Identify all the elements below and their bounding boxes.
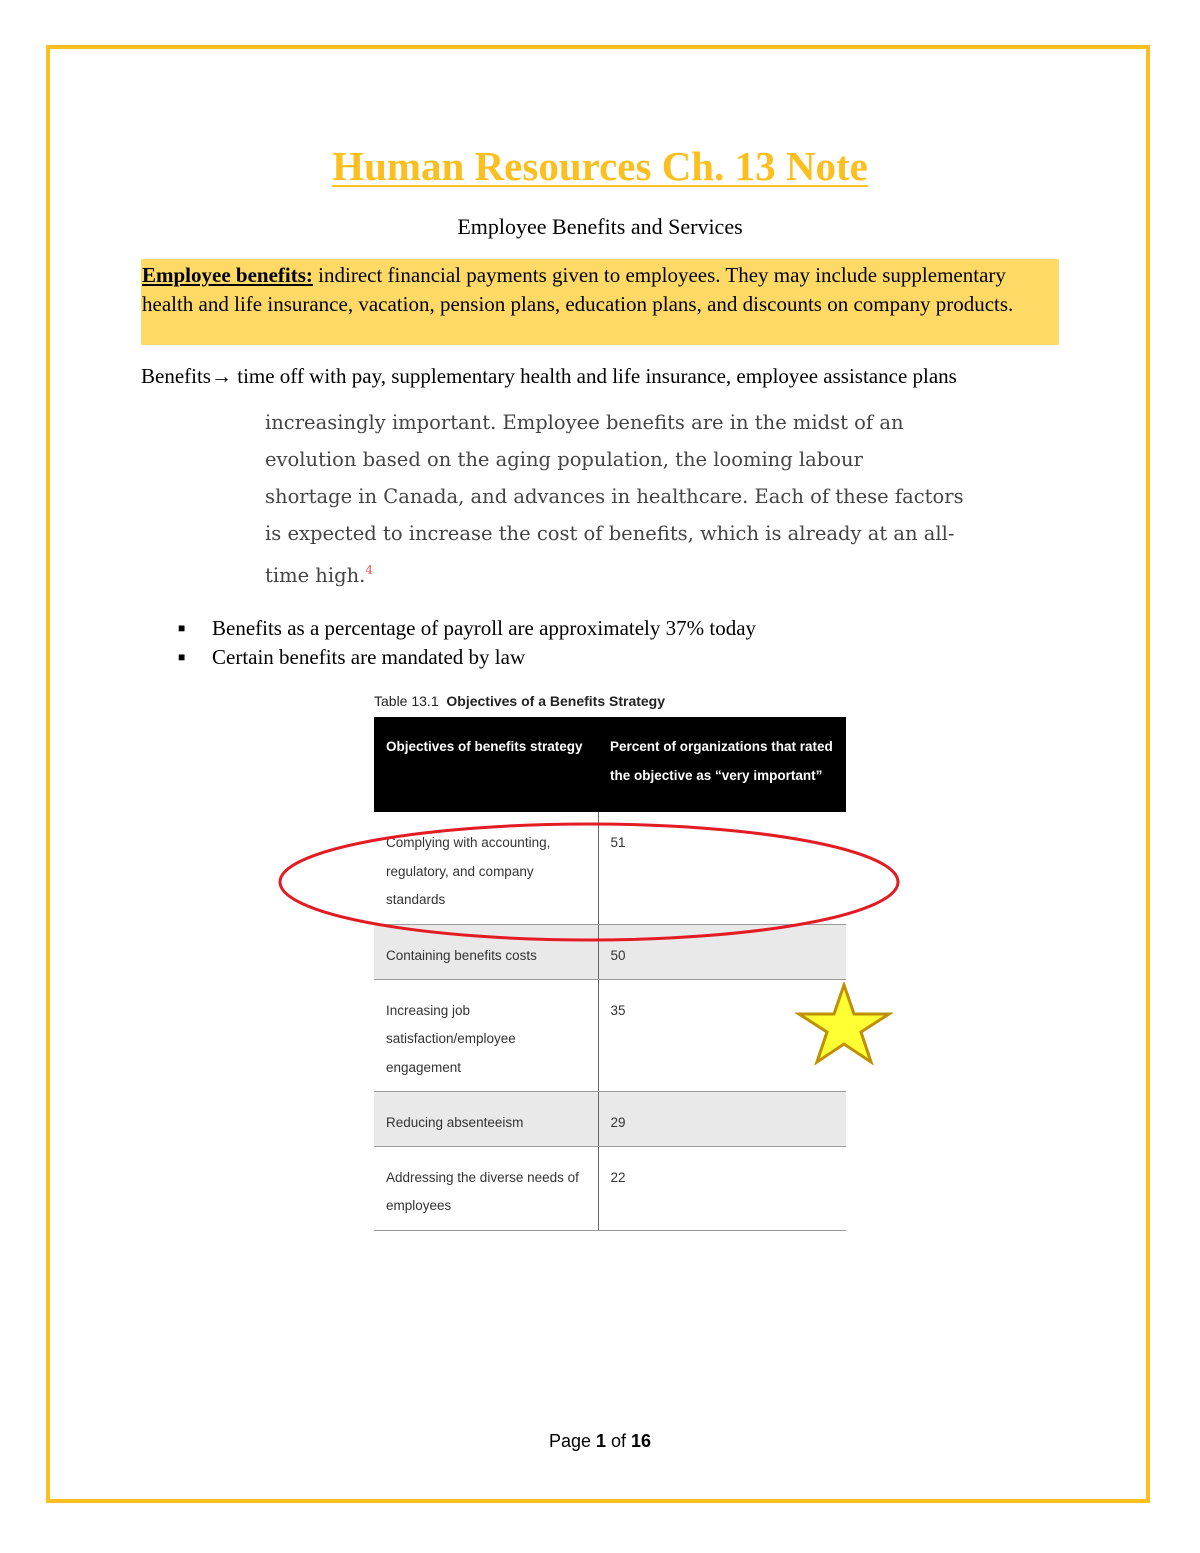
page-footer xyxy=(0,1431,1200,1452)
textbook-excerpt xyxy=(265,404,964,594)
definition-term: Employee benefits: xyxy=(142,263,313,287)
footer-prefix: Page xyxy=(548,1431,596,1451)
star-shape xyxy=(799,985,889,1062)
percent-cell: 29 xyxy=(598,1091,846,1146)
objective-cell: Complying with accounting, regulatory, and company standards xyxy=(374,812,598,924)
benefits-label: Benefits xyxy=(141,364,211,388)
objective-cell: Addressing the diverse needs of employees xyxy=(374,1146,598,1230)
table-caption xyxy=(374,693,665,709)
table-header-row xyxy=(374,717,846,812)
table-row xyxy=(374,1091,846,1146)
list-item xyxy=(178,645,756,674)
bullet-text: Certain benefits are mandated by law xyxy=(212,645,526,669)
footer-middle: of xyxy=(606,1431,632,1451)
definition-text: indirect financial payments given to employees. They may include supplementary health and life insurance, vacation, pension plans, education plans, and discounts on company products. xyxy=(142,263,1014,316)
excerpt-line: increasingly important. Employee benefits are in the midst of an xyxy=(265,411,904,434)
footnote-marker: 4 xyxy=(365,563,373,577)
bullet-list xyxy=(178,616,756,674)
excerpt-line: is expected to increase the cost of benefits, which is already at an all- xyxy=(265,522,955,545)
objective-cell: Containing benefits costs xyxy=(374,924,598,979)
bullet-text: Benefits as a percentage of payroll are approximately 37% today xyxy=(212,616,757,640)
table-caption-number: Table 13.1 xyxy=(374,693,439,709)
square-bullet-icon: ■ xyxy=(178,650,186,664)
table-row xyxy=(374,1146,846,1230)
objective-cell: Increasing job satisfaction/employee engagement xyxy=(374,979,598,1091)
excerpt-line: time high. xyxy=(265,564,366,587)
excerpt-line: shortage in Canada, and advances in healthcare. Each of these factors xyxy=(265,485,964,508)
percent-cell: 51 xyxy=(598,812,846,924)
excerpt-line: evolution based on the aging population, the looming labour xyxy=(265,448,863,471)
table-row xyxy=(374,979,846,1091)
benefits-text: time off with pay, supplementary health and life insurance, employee assistance plans xyxy=(231,364,957,388)
percent-cell: 50 xyxy=(598,924,846,979)
star-icon xyxy=(795,982,893,1066)
objective-cell: Reducing absenteeism xyxy=(374,1091,598,1146)
page-title: Human Resources Ch. 13 Note xyxy=(332,143,868,189)
footer-current-page: 1 xyxy=(595,1431,606,1451)
benefits-line xyxy=(141,364,957,389)
right-arrow-icon: → xyxy=(210,364,232,388)
red-ellipse-annotation xyxy=(276,818,904,946)
ellipse-shape xyxy=(280,824,898,940)
square-bullet-icon: ■ xyxy=(178,621,186,635)
page-subtitle: Employee Benefits and Services xyxy=(457,214,743,239)
definition-highlight xyxy=(141,259,1059,345)
benefits-strategy-table xyxy=(374,717,846,1231)
excerpt-line-last xyxy=(265,552,945,594)
table-header-objective: Objectives of benefits strategy xyxy=(374,717,598,812)
percent-cell: 35 xyxy=(598,979,846,1091)
percent-cell: 22 xyxy=(598,1146,846,1230)
footer-total-pages: 16 xyxy=(631,1431,652,1451)
list-item xyxy=(178,616,756,645)
table-caption-title: Objectives of a Benefits Strategy xyxy=(446,693,666,709)
table-header-percent: Percent of organizations that rated the objective as “very important” xyxy=(598,717,846,812)
